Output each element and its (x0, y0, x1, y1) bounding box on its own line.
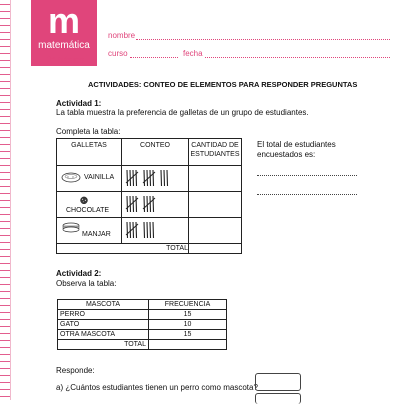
side-text-line-1: El total de estudiantes (257, 140, 336, 149)
date-label: fecha (183, 49, 203, 58)
notebook-spiral (0, 0, 11, 400)
tally-marks-icon (125, 194, 183, 214)
tally-stroke (136, 170, 137, 186)
pet-cell: OTRA MASCOTA (58, 330, 149, 340)
tally-cell (122, 166, 189, 192)
course-field[interactable] (130, 57, 178, 58)
tally-stroke (153, 170, 154, 186)
tally-stroke (153, 196, 154, 212)
activity1-instruction: Completa la tabla: (56, 127, 121, 136)
tally-stroke (150, 222, 151, 238)
pet-cell: GATO (58, 320, 149, 330)
logo-subject: matemática (38, 40, 90, 51)
frequency-cell: 15 (149, 310, 227, 320)
activity2-instruction: Observa la tabla: (56, 279, 117, 288)
table-row (58, 330, 227, 340)
col-header-cookies: GALLETAS (57, 139, 122, 166)
tally-stroke (130, 170, 131, 186)
cookie-cell-vainilla (57, 166, 122, 192)
cookie-cell-chocolate (57, 192, 122, 218)
name-label: nombre (108, 31, 136, 40)
total-answer-cell[interactable] (149, 340, 227, 350)
question-a: a) ¿Cuántos estudiantes tienen un perro como mascota? (56, 383, 258, 392)
table-row (58, 320, 227, 330)
grade-label: 2° básico (47, 55, 85, 65)
tally-stroke (127, 222, 128, 238)
tally-stroke (161, 170, 162, 186)
frequency-cell: 15 (149, 330, 227, 340)
col-header-frequency: FRECUENCIA (149, 300, 227, 310)
tally-stroke (147, 222, 148, 238)
activity2-heading: Actividad 2: (56, 269, 102, 278)
pet-frequency-table (57, 299, 227, 350)
tally-stroke (133, 170, 134, 186)
students-answer-cell[interactable] (189, 166, 242, 192)
tally-cell (122, 192, 189, 218)
tally-stroke (164, 170, 165, 186)
frequency-cell: 10 (149, 320, 227, 330)
worksheet-title: ACTIVIDADES: CONTEO DE ELEMENTOS PARA RESPONDER PREGUNTAS (88, 80, 358, 89)
course-label: curso (108, 49, 128, 58)
cookie-label: VAINILLA (84, 174, 115, 181)
tally-marks-icon (125, 220, 183, 240)
col-header-count: CONTEO (122, 139, 189, 166)
tally-stroke (147, 170, 148, 186)
cookie-cell-manjar (57, 218, 122, 244)
tally-stroke (153, 222, 154, 238)
students-answer-cell[interactable] (189, 218, 242, 244)
col-header-students: CANTIDAD DE ESTUDIANTES (189, 139, 242, 166)
date-field[interactable] (205, 57, 390, 58)
tally-stroke (136, 196, 137, 212)
activity1-heading: Actividad 1: (56, 99, 102, 108)
answer-box[interactable] (255, 393, 301, 404)
cookie-label: MANJAR (82, 231, 111, 238)
tally-stroke (150, 170, 151, 186)
tally-stroke (147, 196, 148, 212)
tally-marks-icon (125, 168, 183, 188)
total-label: TOTAL (58, 340, 149, 350)
activity1-description: La tabla muestra la preferencia de galletas de un grupo de estudiantes. (56, 108, 309, 117)
tally-stroke (127, 170, 128, 186)
manjar-cookie-icon (61, 222, 81, 233)
name-field[interactable] (136, 39, 390, 40)
tally-stroke (133, 196, 134, 212)
tally-stroke (144, 222, 145, 238)
tally-stroke (144, 170, 145, 186)
tally-stroke (130, 222, 131, 238)
cookie-label: CHOCOLATE (66, 207, 110, 214)
col-header-pet: MASCOTA (58, 300, 149, 310)
respond-label: Responde: (56, 366, 95, 375)
answer-line[interactable] (257, 175, 357, 176)
chocolate-cookie-icon (77, 194, 91, 206)
cookie-table (56, 138, 242, 254)
tally-stroke (150, 196, 151, 212)
tally-stroke (130, 196, 131, 212)
answer-box[interactable] (255, 373, 301, 391)
total-label: TOTAL (57, 244, 189, 254)
tally-stroke (136, 222, 137, 238)
pet-cell: PERRO (58, 310, 149, 320)
total-answer-cell[interactable] (189, 244, 242, 254)
logo-letter: m (47, 0, 80, 41)
students-answer-cell[interactable] (189, 192, 242, 218)
tally-stroke (127, 196, 128, 212)
answer-line[interactable] (257, 194, 357, 195)
tally-stroke (133, 222, 134, 238)
tally-stroke (167, 170, 168, 186)
tally-stroke (144, 196, 145, 212)
vanilla-cookie-icon (61, 172, 81, 183)
tally-cell (122, 218, 189, 244)
table-row (58, 310, 227, 320)
side-text-line-2: encuestados es: (257, 150, 316, 159)
